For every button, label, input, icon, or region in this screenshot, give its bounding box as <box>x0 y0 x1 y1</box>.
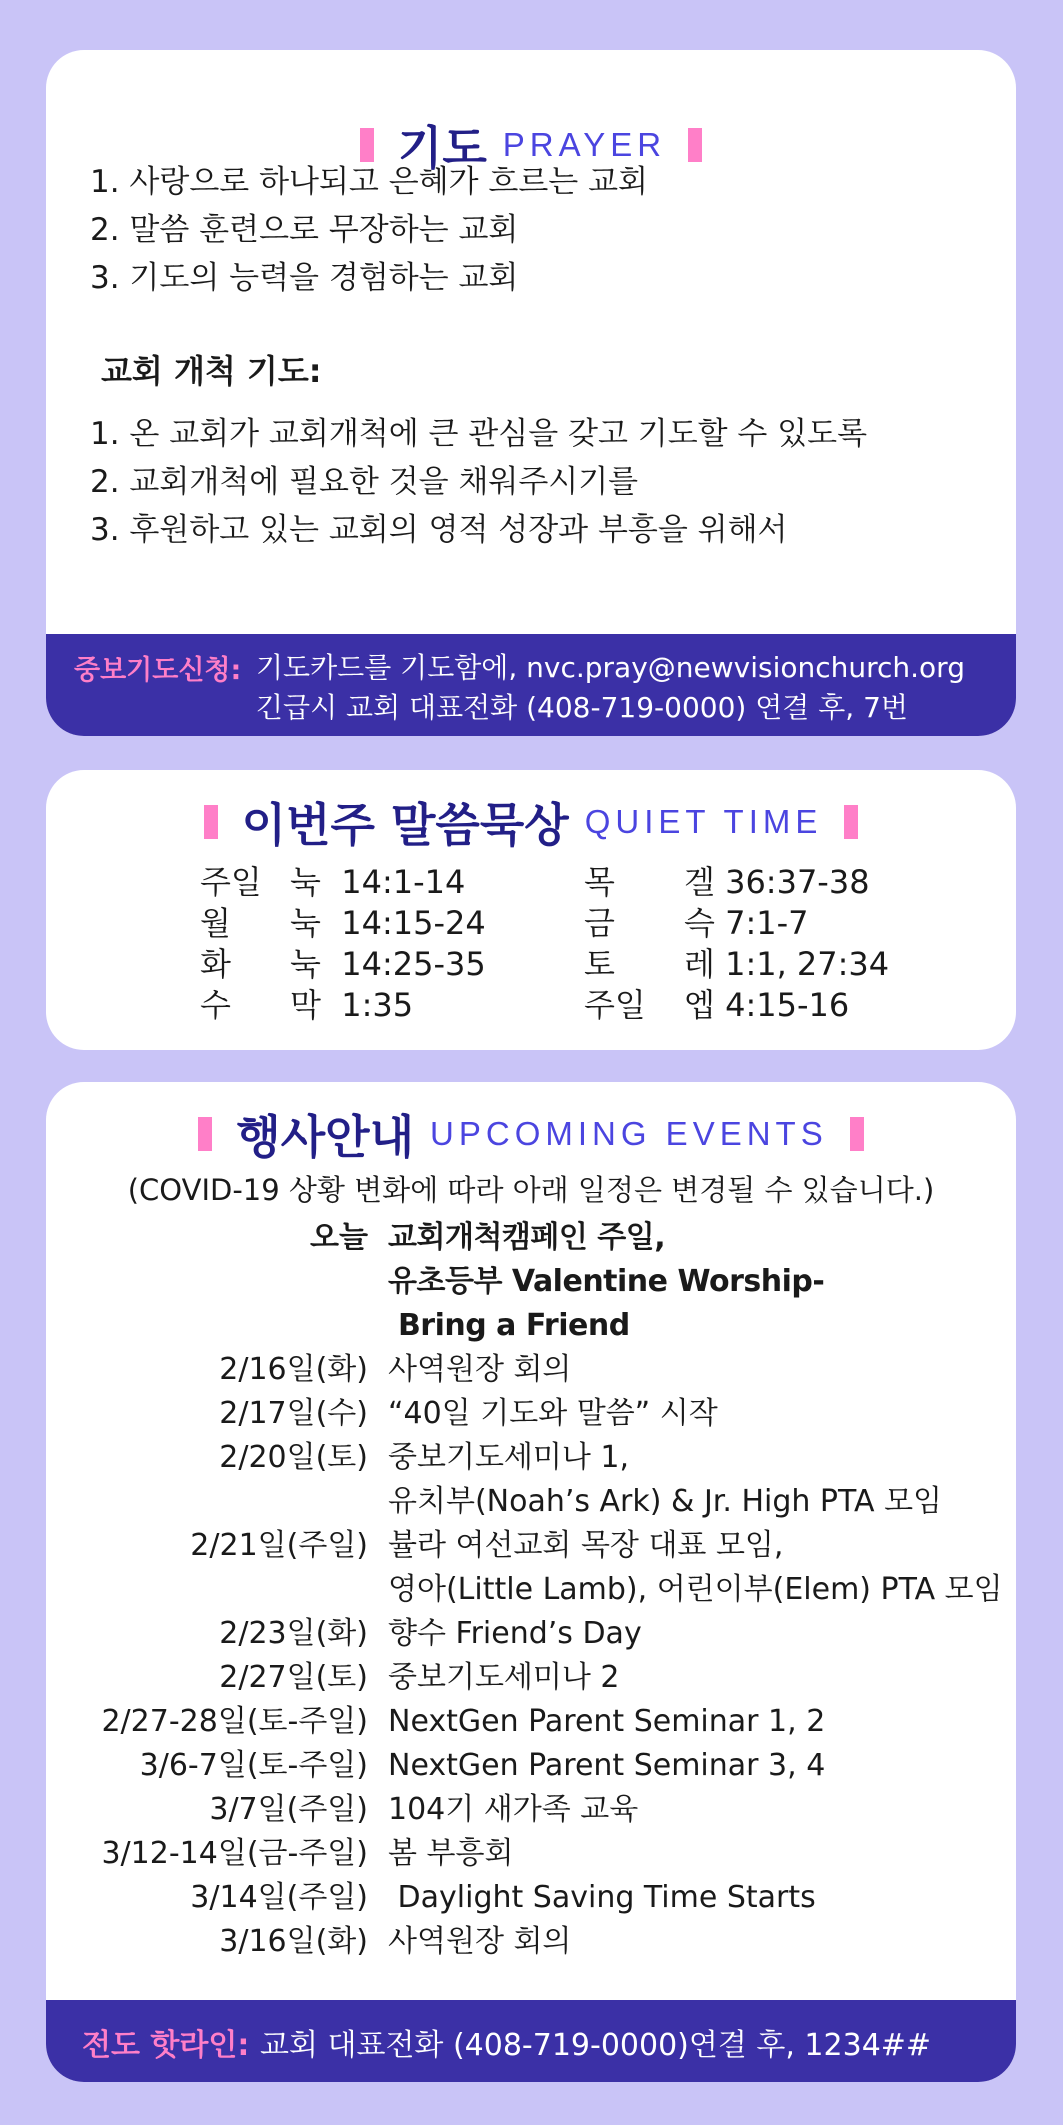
event-row <box>46 1744 1016 1788</box>
planting-item: 1. 온 교회가 교회개척에 큰 관심을 갖고 기도할 수 있도록 <box>90 416 868 452</box>
title-bar-right <box>688 128 702 162</box>
event-date: 3/16일(화) <box>219 1924 368 1959</box>
covid-notice: (COVID-19 상황 변화에 따라 아래 일정은 변경될 수 있습니다.) <box>127 1173 935 1207</box>
intercession-label: 중보기도신청: <box>74 655 242 686</box>
qt-day: 금 <box>584 904 615 942</box>
event-date: 3/6-7일(토-주일) <box>139 1748 368 1783</box>
event-date: 2/16일(화) <box>219 1352 368 1387</box>
event-line: NextGen Parent Seminar 3, 4 <box>388 1748 826 1783</box>
event-row <box>46 1524 1016 1612</box>
event-description <box>388 1656 619 1700</box>
qt-reference: 눅 14:15-24 <box>290 904 486 942</box>
qt-reference: 눅 14:1-14 <box>290 863 466 901</box>
intercession-line-1: 기도카드를 기도함에, nvc.pray@newvisionchurch.org <box>256 651 965 684</box>
planting-item: 2. 교회개척에 필요한 것을 채워주시기를 <box>90 464 639 500</box>
qt-reference: 겔 36:37-38 <box>684 863 870 901</box>
prayer-title-en: PRAYER <box>502 126 667 163</box>
quiet-time-left-column <box>200 862 486 1026</box>
event-row <box>46 1788 1016 1832</box>
event-description <box>388 1832 513 1876</box>
event-row <box>46 1216 1016 1348</box>
qt-reference: 막 1:35 <box>290 986 414 1024</box>
prayer-list <box>90 158 648 302</box>
event-description <box>388 1700 825 1744</box>
qt-reference: 눅 14:25-35 <box>290 945 486 983</box>
prayer-title-ko: 기도 <box>397 121 487 175</box>
event-line: 중보기도세미나 1, <box>388 1440 630 1475</box>
prayer-card <box>46 50 1016 736</box>
event-date: 2/20일(토) <box>219 1440 368 1475</box>
intercession-line-2: 긴급시 교회 대표전화 (408-719-0000) 연결 후, 7번 <box>256 691 908 724</box>
quiet-time-row <box>584 862 889 903</box>
qt-day: 수 <box>200 986 231 1024</box>
quiet-time-title-ko: 이번주 말씀묵상 <box>241 798 569 852</box>
title-bar-left <box>204 805 218 839</box>
quiet-time-right-column <box>584 862 889 1026</box>
title-bar-left <box>198 1117 212 1151</box>
event-date: 2/27일(토) <box>219 1660 368 1695</box>
events-title-ko: 행사안내 <box>236 1110 415 1164</box>
event-line: 중보기도세미나 2 <box>388 1660 620 1695</box>
church-planting-list <box>90 410 867 554</box>
event-description <box>388 1348 571 1392</box>
planting-item: 3. 후원하고 있는 교회의 영적 성장과 부흥을 위해서 <box>90 512 788 548</box>
event-line: 교회개척캠페인 주일, <box>388 1220 666 1255</box>
event-date: 3/7일(주일) <box>209 1792 368 1827</box>
quiet-time-row <box>584 903 889 944</box>
event-description <box>388 1216 824 1348</box>
quiet-time-title <box>46 786 1016 858</box>
event-row <box>46 1700 1016 1744</box>
quiet-time-row <box>200 903 486 944</box>
event-line: Daylight Saving Time Starts <box>388 1880 816 1915</box>
event-line: 사역원장 회의 <box>388 1352 572 1387</box>
event-row <box>46 1876 1016 1920</box>
qt-day: 목 <box>584 863 615 901</box>
prayer-item: 3. 기도의 능력을 경험하는 교회 <box>90 260 519 296</box>
title-bar-left <box>360 128 374 162</box>
event-row <box>46 1920 1016 1964</box>
quiet-time-row <box>584 985 889 1026</box>
qt-reference: 슥 7:1-7 <box>684 904 809 942</box>
event-date: 3/12-14일(금-주일) <box>101 1836 368 1871</box>
quiet-time-row <box>200 944 486 985</box>
quiet-time-card <box>46 770 1016 1050</box>
event-row <box>46 1436 1016 1524</box>
event-description <box>388 1788 638 1832</box>
events-list <box>46 1216 1016 1964</box>
qt-day: 주일 <box>584 986 646 1024</box>
qt-day: 화 <box>200 945 231 983</box>
event-line: 사역원장 회의 <box>388 1924 572 1959</box>
evangelism-hotline-footer <box>46 2000 1016 2082</box>
qt-day: 토 <box>584 945 615 983</box>
qt-day: 월 <box>200 904 231 942</box>
quiet-time-title-en: QUIET TIME <box>584 803 823 840</box>
event-description <box>388 1744 825 1788</box>
event-description <box>388 1524 1003 1612</box>
event-line: NextGen Parent Seminar 1, 2 <box>388 1704 826 1739</box>
event-date: 2/17일(수) <box>219 1396 368 1431</box>
qt-reference: 레 1:1, 27:34 <box>684 945 890 983</box>
prayer-item: 2. 말씀 훈련으로 무장하는 교회 <box>90 212 519 248</box>
event-row <box>46 1656 1016 1700</box>
events-card <box>46 1082 1016 2082</box>
event-description <box>388 1612 642 1656</box>
event-line: 유초등부 Valentine Worship- <box>388 1264 825 1299</box>
event-line: 영아(Little Lamb), 어린이부(Elem) PTA 모임 <box>388 1572 1003 1607</box>
events-title <box>46 1098 1016 1170</box>
event-row <box>46 1832 1016 1876</box>
events-title-en: UPCOMING EVENTS <box>430 1115 828 1152</box>
event-line: “40일 기도와 말씀” 시작 <box>388 1396 718 1431</box>
intercession-footer <box>46 634 1016 736</box>
event-line: 뷸라 여선교회 목장 대표 모임, <box>388 1528 784 1563</box>
event-line: 유치부(Noah’s Ark) & Jr. High PTA 모임 <box>388 1484 943 1519</box>
event-description <box>388 1920 571 1964</box>
event-line: 봄 부흥회 <box>388 1836 514 1871</box>
qt-reference: 엡 4:15-16 <box>684 986 850 1024</box>
title-bar-right <box>844 805 858 839</box>
event-description <box>388 1876 816 1920</box>
event-date: 2/23일(화) <box>219 1616 368 1651</box>
event-description <box>388 1392 718 1436</box>
event-line: 향수 Friend’s Day <box>388 1616 642 1651</box>
quiet-time-row <box>200 862 486 903</box>
quiet-time-row <box>200 985 486 1026</box>
event-row <box>46 1612 1016 1656</box>
event-date: 2/27-28일(토-주일) <box>101 1704 368 1739</box>
event-line: Bring a Friend <box>388 1308 630 1343</box>
event-date: 3/14일(주일) <box>190 1880 368 1915</box>
church-planting-heading: 교회 개척 기도: <box>101 352 322 390</box>
event-date: 오늘 <box>310 1220 368 1255</box>
event-row <box>46 1348 1016 1392</box>
event-date: 2/21일(주일) <box>190 1528 368 1563</box>
event-row <box>46 1392 1016 1436</box>
qt-day: 주일 <box>200 863 262 901</box>
hotline-label: 전도 핫라인: <box>82 2028 250 2063</box>
prayer-item: 1. 사랑으로 하나되고 은혜가 흐르는 교회 <box>90 164 648 200</box>
hotline-text: 교회 대표전화 (408-719-0000)연결 후, 1234## <box>260 2028 932 2063</box>
quiet-time-row <box>584 944 889 985</box>
event-description <box>388 1436 942 1524</box>
event-line: 104기 새가족 교육 <box>388 1792 639 1827</box>
title-bar-right <box>850 1117 864 1151</box>
